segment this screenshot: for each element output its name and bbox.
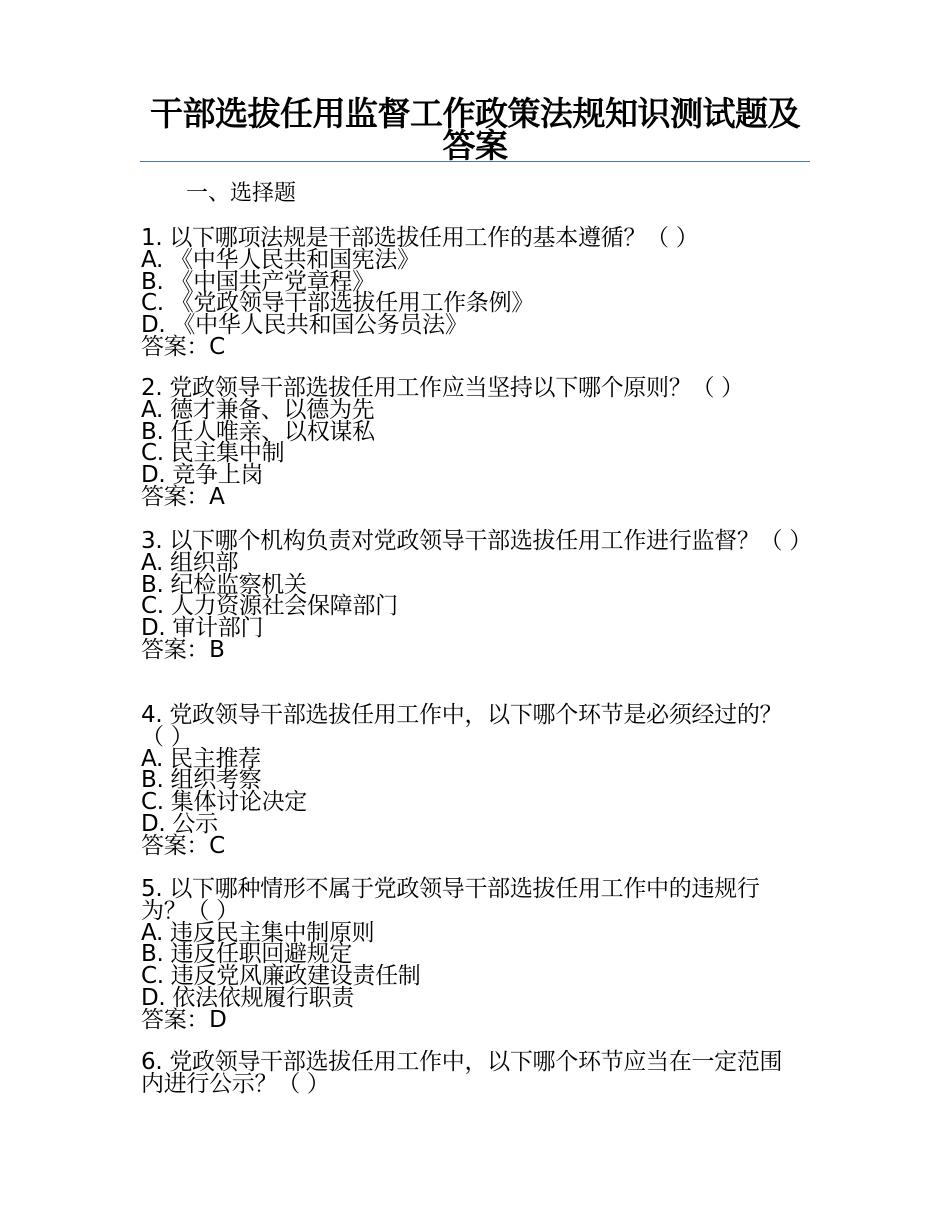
option-a: A. 《中华人民共和国宪法》 — [141, 246, 420, 273]
question-stem: 1. 以下哪项法规是干部选拔任用工作的基本遵循？（ ） — [141, 225, 699, 251]
question-stem: 4. 党政领导干部选拔任用工作中，以下哪个环节是必须经过的？（ ） — [141, 702, 783, 750]
option-c: C. 违反党风廉政建设责任制 — [141, 963, 421, 990]
option-a: A. 德才兼备、以德为先 — [141, 396, 375, 423]
question-6 — [141, 1049, 801, 1097]
option-c: C. 集体讨论决定 — [141, 789, 307, 816]
option-d: D. 审计部门 — [141, 615, 264, 642]
question-5 — [141, 876, 801, 1033]
option-a: A. 组织部 — [141, 549, 239, 576]
option-b: B. 组织考察 — [141, 767, 262, 794]
question-3 — [141, 528, 812, 663]
option-a: A. 违反民主集中制原则 — [141, 919, 375, 946]
question-stem: 2. 党政领导干部选拔任用工作应当坚持以下哪个原则？（ ） — [141, 375, 744, 401]
option-a: A. 民主推荐 — [141, 745, 261, 772]
option-d: D. 《中华人民共和国公务员法》 — [141, 312, 468, 339]
document-title: 干部选拔任用监督工作政策法规知识测试题及答案 — [150, 94, 800, 165]
question-stem: 5. 以下哪种情形不属于党政领导干部选拔任用工作中的违规行为？（ ） — [141, 876, 760, 924]
question-2 — [141, 375, 801, 510]
option-c: C. 人力资源社会保障部门 — [141, 593, 398, 620]
option-b: B. 任人唯亲、以权谋私 — [141, 418, 375, 445]
option-d: D. 竞争上岗 — [141, 462, 264, 489]
question-4 — [141, 702, 801, 859]
answer: 答案：A — [141, 483, 225, 510]
title-underline — [140, 161, 810, 162]
option-d: D. 公示 — [141, 810, 218, 837]
option-c: C. 《党政领导干部选拔任用工作条例》 — [141, 290, 534, 317]
question-1 — [141, 225, 801, 360]
answer: 答案：B — [141, 636, 225, 663]
option-d: D. 依法依规履行职责 — [141, 984, 355, 1011]
answer: 答案：C — [141, 832, 225, 859]
answer: 答案：C — [141, 333, 225, 360]
answer: 答案：D — [141, 1006, 227, 1033]
question-stem: 6. 党政领导干部选拔任用工作中，以下哪个环节应当在一定范围内进行公示？（ ） — [141, 1049, 783, 1097]
option-b: B. 《中国共产党章程》 — [141, 268, 375, 295]
section-heading: 一、选择题 — [186, 181, 297, 206]
option-b: B. 纪检监察机关 — [141, 571, 307, 598]
option-c: C. 民主集中制 — [141, 440, 285, 467]
question-stem: 3. 以下哪个机构负责对党政领导干部选拔任用工作进行监督？（ ） — [141, 528, 812, 554]
option-b: B. 违反任职回避规定 — [141, 941, 353, 968]
